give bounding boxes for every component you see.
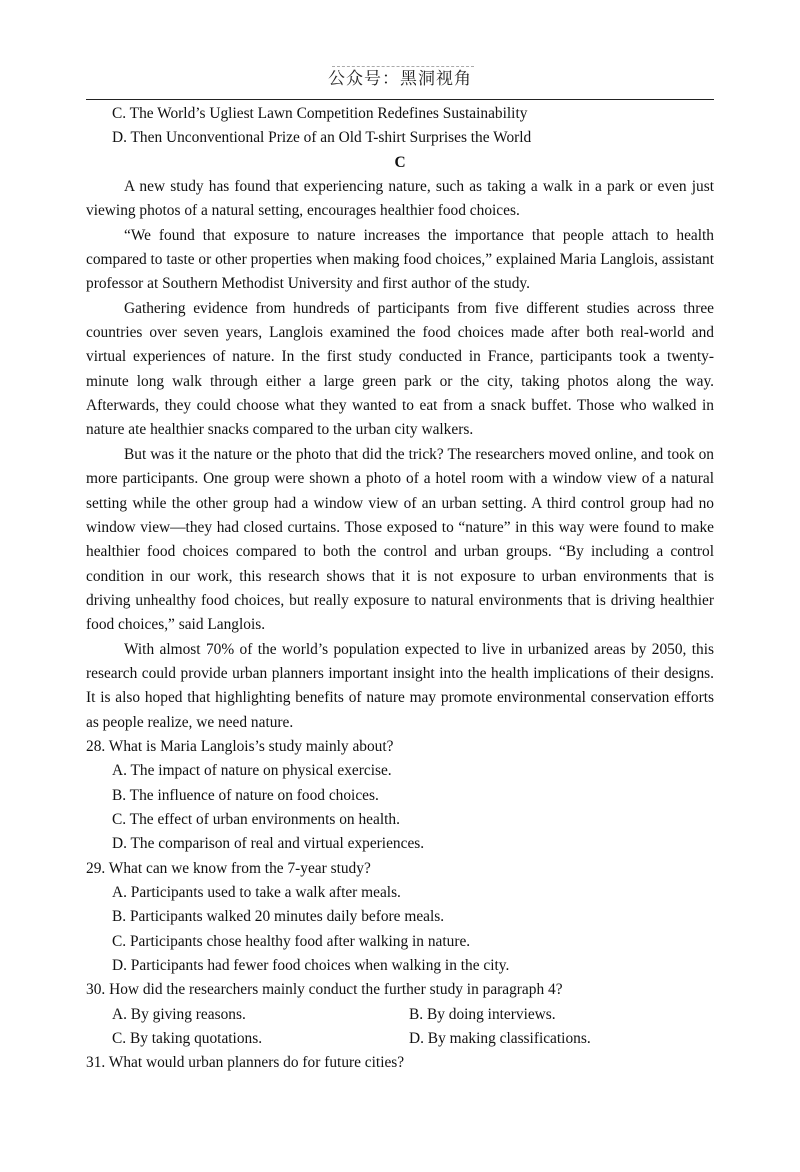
option-a: A. By giving reasons. (112, 1005, 246, 1023)
option-a: A. The impact of nature on physical exercise. (112, 762, 392, 780)
question-stem: 29. What can we know from the 7-year study? (86, 859, 371, 877)
option-row-cd (86, 1027, 714, 1051)
section-heading: C (394, 153, 406, 171)
option-a: A. Participants used to take a walk after meals. (112, 884, 401, 901)
option-c: C. By taking quotations. (112, 1030, 263, 1048)
option-b: B. Participants walked 20 minutes daily before meals. (112, 908, 445, 926)
option-d: D. Participants had fewer food choices when walking in the city. (112, 957, 510, 975)
question-stem: 28. What is Maria Langlois’s study mainly about? (86, 737, 394, 755)
question-stem: 31. What would urban planners do for future cities? (86, 1054, 405, 1072)
prev-option-c: C. The World’s Ugliest Lawn Competition Redefines Sustainability (112, 105, 528, 122)
paragraph-1: A new study has found that experiencing nature, such as taking a walk in a park or even just viewing photos of a natural setting, encourages healthier food choices. (86, 178, 714, 220)
option-row-ab (86, 1003, 714, 1027)
option-d: D. By making classifications. (409, 1030, 591, 1048)
paragraph-2: “We found that exposure to nature increases the importance that people attach to health compared to taste or other properties when making food choices,” explained Maria Langlois, assistant professor at Southern Methodist University and first author of the study. (86, 226, 714, 293)
paragraph-4: But was it the nature or the photo that did the trick? The researchers moved online, and took on more participants. One group were shown a photo of a hotel room with a window view of a natural setting while the other group had a window view of an urban setting. A third control group had no window view—they had closed curtains. Those exposed to “nature” in this way were found to make healthier food choices compared to both the control and urban groups. “By including a control condition in our work, this research shows that it is not exposure to urban environments that is driving unhealthy food choices, but really exposure to natural environments that is driving healthier food choices,” said Langlois. (86, 445, 714, 634)
passage (86, 175, 714, 735)
question-30 (86, 978, 714, 1051)
question-29 (86, 857, 714, 979)
option-c: C. The effect of urban environments on health. (112, 810, 400, 828)
header-dashed-underline (332, 66, 474, 67)
prev-option-d: D. Then Unconventional Prize of an Old T-shirt Surprises the World (112, 129, 532, 147)
question-stem: 30. How did the researchers mainly conduct the further study in paragraph 4? (86, 981, 563, 999)
document-body (86, 102, 714, 1076)
question-28 (86, 735, 714, 857)
page-header: 公众号：黑洞视角 (328, 69, 472, 89)
option-c: C. Participants chose healthy food after walking in nature. (112, 932, 471, 950)
paragraph-5: With almost 70% of the world’s population expected to live in urbanized areas by 2050, this research could provide urban planners important insight into the health implications of their designs. It is also hoped that highlighting benefits of nature may promote environmental conservation efforts as people realize, we need nature. (86, 640, 714, 731)
question-31 (86, 1051, 714, 1075)
option-b: B. By doing interviews. (409, 1005, 556, 1023)
option-b: B. The influence of nature on food choices. (112, 786, 379, 804)
paragraph-3: Gathering evidence from hundreds of participants from five different studies across three countries over seven years, Langlois examined the food choices made after both real-world and virtual experiences of nature. In the first study conducted in France, participants took a twenty-minute long walk through either a large green park or the city, taking photos along the way. Afterwards, they could choose what they wanted to eat from a snack buffet. Those who walked in nature ate healthier snacks compared to the urban city walkers. (86, 299, 714, 439)
header-rule (86, 99, 714, 100)
option-d: D. The comparison of real and virtual experiences. (112, 835, 425, 853)
